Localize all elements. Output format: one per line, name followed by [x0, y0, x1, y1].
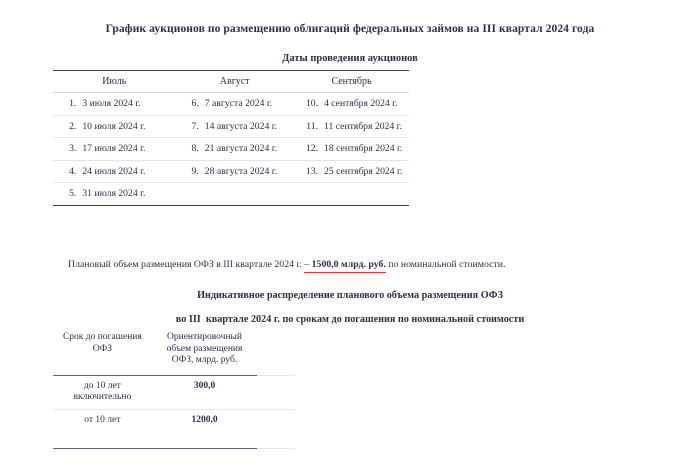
column-header-maturity-term: Срок до погашения ОФЗ: [53, 330, 152, 375]
row-index-august: 8.: [175, 138, 204, 161]
auction-schedule-table: [53, 70, 409, 206]
row-index-august: [175, 183, 204, 206]
maturity-volume: 300,0: [152, 375, 258, 409]
table-row: [53, 115, 409, 138]
row-index-august: 6.: [175, 93, 204, 116]
auction-date-september: 18 сентября 2024 г.: [324, 138, 409, 161]
auction-date-september: 11 сентября 2024 г.: [324, 115, 409, 138]
row-index-july: 2.: [53, 115, 82, 138]
row-index-september: 10.: [294, 93, 324, 116]
auction-date-august: 7 августа 2024 г.: [205, 93, 294, 116]
auction-date-july: 10 июля 2024 г.: [82, 115, 175, 138]
row-index-september: 13.: [294, 160, 324, 183]
auction-date-july: 24 июля 2024 г.: [82, 160, 175, 183]
auction-date-july: 17 июля 2024 г.: [82, 138, 175, 161]
row-index-august: 9.: [175, 160, 204, 183]
auction-date-august: [205, 183, 294, 206]
page-title: График аукционов по размещению облигаций федеральных займов на III квартал 2024 года: [105, 23, 595, 35]
maturity-term: от 10 лет: [53, 409, 152, 449]
auction-table-head: [53, 71, 409, 93]
row-index-july: 3.: [53, 138, 82, 161]
row-index-august: 7.: [175, 115, 204, 138]
auction-date-july: 31 июля 2024 г.: [82, 183, 175, 206]
row-index-september: [294, 183, 324, 206]
distribution-heading-line-2: во III квартале 2024 г. по срокам до погашения по номинальной стоимости: [175, 314, 525, 325]
maturity-spacer-cell: [257, 409, 295, 449]
auction-table-body: [53, 93, 409, 206]
maturity-spacer-cell: [257, 375, 295, 409]
row-index-july: 5.: [53, 183, 82, 206]
maturity-term: до 10 лет включительно: [53, 375, 152, 409]
auction-date-september: 4 сентября 2024 г.: [324, 93, 409, 116]
row-index-july: 4.: [53, 160, 82, 183]
planned-volume-lead: Плановый объем размещения ОФЗ в III квартале 2024 г.: [68, 259, 302, 270]
planned-volume-dash: –: [304, 259, 312, 270]
planned-volume-tail: по номинальной стоимости.: [385, 259, 506, 270]
auction-date-september: 25 сентября 2024 г.: [324, 160, 409, 183]
table-row: [53, 138, 409, 161]
maturity-table-body: [53, 375, 295, 449]
column-header-august: Август: [175, 71, 294, 93]
planned-volume-highlight: [304, 259, 386, 273]
row-index-september: 12.: [294, 138, 324, 161]
table-row: [53, 375, 295, 409]
table-row: [53, 93, 409, 116]
auction-date-august: 14 августа 2024 г.: [205, 115, 294, 138]
maturity-table-header-row: [53, 330, 295, 375]
column-header-spacer: [257, 330, 295, 375]
table-row: [53, 409, 295, 449]
auction-dates-subtitle: Даты проведения аукционов: [282, 53, 418, 64]
maturity-volume: 1200,0: [152, 409, 258, 449]
auction-date-july: 3 июля 2024 г.: [82, 93, 175, 116]
row-index-september: 11.: [294, 115, 324, 138]
column-header-july: Июль: [53, 71, 175, 93]
maturity-distribution-table: [53, 330, 295, 449]
table-row: [53, 183, 409, 206]
auction-date-september: [324, 183, 409, 206]
distribution-heading-line-1: Индикативное распределение планового объема размещения ОФЗ: [197, 290, 503, 301]
auction-date-august: 28 августа 2024 г.: [205, 160, 294, 183]
planned-volume-paragraph: [68, 258, 668, 271]
auction-date-august: 21 августа 2024 г.: [205, 138, 294, 161]
row-index-july: 1.: [53, 93, 82, 116]
maturity-table-head: [53, 330, 295, 375]
column-header-september: Сентябрь: [294, 71, 409, 93]
auction-table-header-row: [53, 71, 409, 93]
table-row: [53, 160, 409, 183]
planned-volume-amount: 1500,0 млрд. руб.: [311, 259, 386, 270]
column-header-placement-volume: Ориентировочный объем размещения ОФЗ, млрд. руб.: [152, 330, 258, 375]
